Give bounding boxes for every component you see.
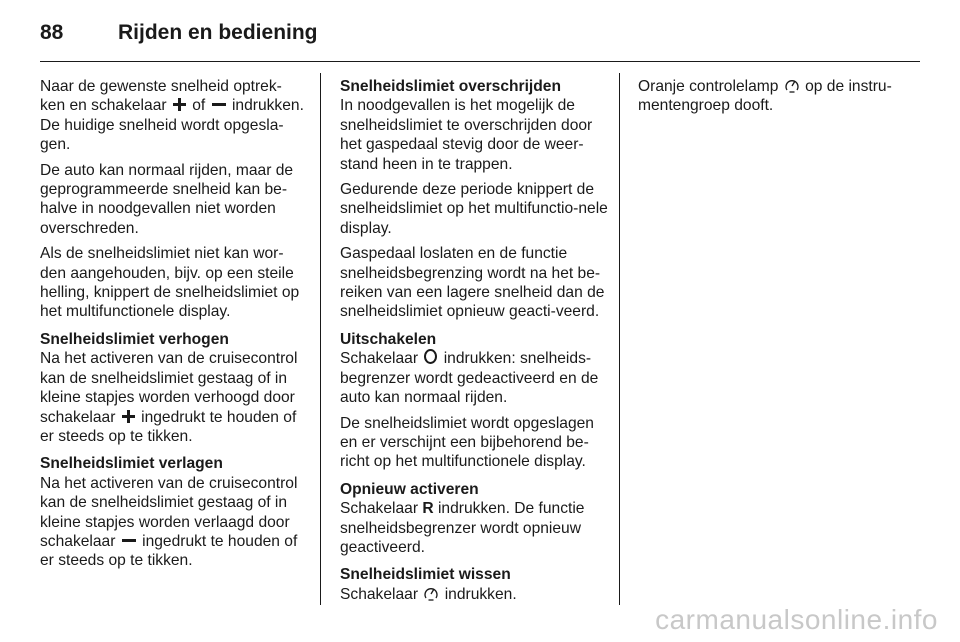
speed-limiter-icon [785,77,799,93]
paragraph: Schakelaar R indrukken. De functie snelheidsbegrenzer wordt opnieuw geactiveerd. [340,500,585,556]
column-divider-1 [320,73,321,605]
page-title: Rijden en bediening [118,21,318,44]
paragraph: In noodgevallen is het mogelijk de snelheidslimiet te overschrijden door het gaspedaal stevig door de weer-stand heen in te trappen. [340,97,593,173]
page-header [40,18,318,48]
column-divider-2 [619,73,620,605]
paragraph: Als de snelheidslimiet niet kan wor-den aangehouden, bijv. op een steile helling, knippert de snelheidslimiet op het multifunctionele display. [40,245,300,321]
section-heading: Snelheidslimiet overschrijden [340,78,561,95]
minus-icon [122,539,136,542]
paragraph: Schakelaar indrukken. [340,585,517,603]
watermark: carmanualsonline.info [655,604,938,635]
paragraph: De auto kan normaal rijden, maar de geprogrammeerde snelheid kan be-halve in noodgevallen niet worden overschreden. [40,161,294,237]
paragraph: Naar de gewenste snelheid optrek- ken en schakelaar of indrukken. De huidige snelheid wordt opgesla- gen. [40,78,304,154]
r-switch-symbol: R [422,500,434,518]
section-heading: Snelheidslimiet wissen [340,566,511,584]
paragraph: Schakelaar indrukken: snelheids-begrenzer wordt gedeactiveerd en de auto kan normaal rijden. [340,350,599,407]
minus-icon [212,103,226,106]
paragraph: Gaspedaal loslaten en de functie snelheidsbegrenzing wordt na het be-reiken van een lagere snelheid dan de snelheidslimiet opnieuw geacti-veerd. [340,245,605,321]
section-heading: Snelheidslimiet verlagen [40,455,223,473]
paragraph: Na het activeren van de cruisecontrol kan de snelheidslimiet gestaag of in kleine stapjes worden verhoogd door schakelaar ingedrukt te houden of er steeds op te tikken. [40,350,298,445]
column-1 [40,77,308,577]
paragraph: Oranje controlelamp op de instru-mentengroep dooft. [638,78,892,115]
ring-switch-icon [424,349,437,364]
section-heading: Opnieuw activeren [340,480,479,498]
paragraph: Na het activeren van de cruisecontrol kan de snelheidslimiet gestaag of in kleine stapjes worden verlaagd door schakelaar ingedrukt te houden of er steeds op te tikken. [40,474,298,570]
paragraph: De snelheidslimiet wordt opgeslagen en er verschijnt een bijbehorend be-richt op het multifunctionele display. [340,414,594,471]
speed-limiter-icon [424,585,438,601]
column-3 [638,77,906,122]
paragraph: Gedurende deze periode knippert de snelheidslimiet op het multifunctio-nele display. [340,181,608,237]
column-2 [340,77,608,610]
plus-icon [122,410,135,423]
plus-icon [173,98,186,111]
section-heading: Snelheidslimiet verhogen [40,330,229,348]
section-heading: Uitschakelen [340,330,437,348]
header-rule [40,61,920,62]
page-number: 88 [40,21,64,44]
